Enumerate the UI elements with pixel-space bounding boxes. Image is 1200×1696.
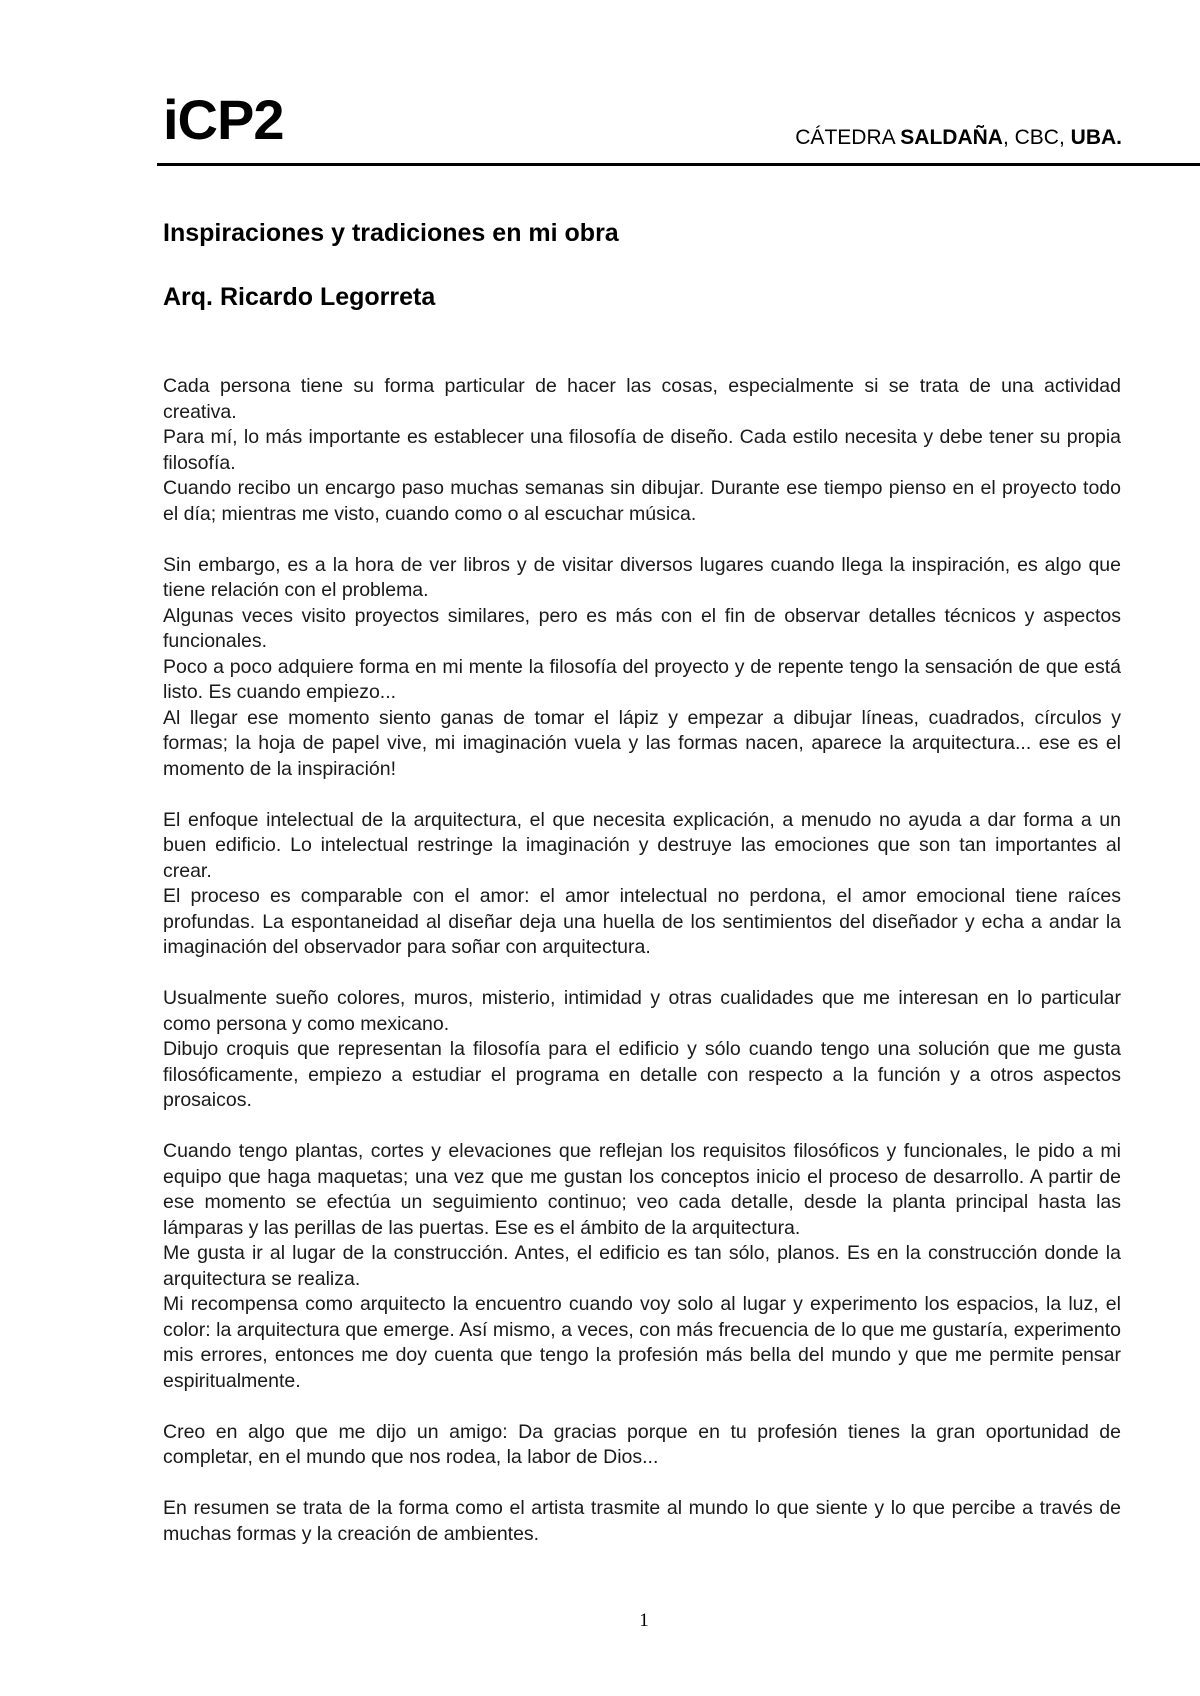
document-body [163, 374, 1121, 1573]
institution-label [795, 127, 1122, 148]
paragraph: Para mí, lo más importante es establecer una filosofía de diseño. Cada estilo necesita y debe tener su propia filosofía. [163, 426, 1121, 474]
document-title: Inspiraciones y tradiciones en mi obra [163, 219, 619, 247]
institution-middle: , CBC, [1002, 126, 1071, 149]
paragraph: Al llegar ese momento siento ganas de tomar el lápiz y empezar a dibujar líneas, cuadrados, círculos y formas; la hoja de papel vive, mi imaginación vuela y las formas nacen, aparece la arquitectura... ese es el momento de la inspiración! [163, 706, 1121, 780]
paragraph-group-4 [163, 986, 1121, 1114]
paragraph: En resumen se trata de la forma como el artista trasmite al mundo lo que siente y lo que percibe a través de muchas formas y la creación de ambientes. [163, 1497, 1121, 1545]
paragraph: Mi recompensa como arquitecto la encuentro cuando voy solo al lugar y experimento los espacios, la luz, el color: la arquitectura que emerge. Así mismo, a veces, con más frecuencia de lo que me gustaría, experimento mis errores, entonces me doy cuenta que tengo la profesión más bella del mundo y que me permite pensar espiritualmente. [163, 1293, 1121, 1392]
paragraph: El proceso es comparable con el amor: el amor intelectual no perdona, el amor emocional tiene raíces profundas. La espontaneidad al diseñar deja una huella de los sentimientos del diseñador y echa a andar la imaginación del observador para soñar con arquitectura. [163, 885, 1121, 958]
paragraph: El enfoque intelectual de la arquitectura, el que necesita explicación, a menudo no ayuda a dar forma a un buen edificio. Lo intelectual restringe la imaginación y destruye las emociones que son tan importantes al crear. [163, 808, 1121, 882]
paragraph: Usualmente sueño colores, muros, misterio, intimidad y otras cualidades que me interesan en lo particular como persona y como mexicano. [163, 987, 1121, 1035]
paragraph: Cuando recibo un encargo paso muchas semanas sin dibujar. Durante ese tiempo pienso en el proyecto todo el día; mientras me visto, cuando como o al escuchar música. [163, 477, 1121, 525]
chair-prefix: CÁTEDRA [795, 126, 901, 149]
paragraph: Sin embargo, es a la hora de ver libros y de visitar diversos lugares cuando llega la inspiración, es algo que tiene relación con el problema. [163, 553, 1121, 601]
paragraph: Creo en algo que me dijo un amigo: Da gracias porque en tu profesión tienes la gran oportunidad de completar, en el mundo que nos rodea, la labor de Dios... [163, 1420, 1121, 1468]
paragraph-group-2 [163, 553, 1121, 783]
university-name: UBA. [1070, 126, 1122, 149]
paragraph-group-6 [163, 1420, 1121, 1471]
paragraph-group-3 [163, 808, 1121, 961]
chair-name: SALDAÑA [900, 126, 1003, 149]
paragraph: Algunas veces visito proyectos similares, pero es más con el fin de observar detalles técnicos y aspectos funcionales. [163, 604, 1121, 652]
paragraph: Poco a poco adquiere forma en mi mente la filosofía del proyecto y de repente tengo la sensación de que está listo. Es cuando empiezo... [163, 655, 1121, 703]
paragraph: Cuando tengo plantas, cortes y elevaciones que reflejan los requisitos filosóficos y funcionales, le pido a mi equipo que haga maquetas; una vez que me gustan los conceptos inicio el proceso de desarrollo. A partir de ese momento se efectúa un seguimiento continuo; veo cada detalle, desde la planta principal hasta las lámparas y las perillas de las puertas. Ese es el ámbito de la arquitectura. [163, 1140, 1121, 1239]
course-logo: iCP2 [163, 88, 284, 151]
paragraph: Dibujo croquis que representan la filosofía para el edificio y sólo cuando tengo una solución que me gusta filosóficamente, empiezo a estudiar el programa en detalle con respecto a la función y a otros aspectos prosaicos. [163, 1038, 1121, 1111]
document-author: Arq. Ricardo Legorreta [163, 283, 436, 311]
paragraph-group-1 [163, 374, 1121, 527]
paragraph-group-5 [163, 1139, 1121, 1394]
page-number: 1 [639, 1610, 649, 1631]
paragraph: Cada persona tiene su forma particular de hacer las cosas, especialmente si se trata de una actividad creativa. [163, 375, 1121, 423]
paragraph: Me gusta ir al lugar de la construcción. Antes, el edificio es tan sólo, planos. Es en la construcción donde la arquitectura se realiza. [163, 1242, 1121, 1290]
header-rule [157, 163, 1200, 166]
paragraph-group-7 [163, 1496, 1121, 1547]
